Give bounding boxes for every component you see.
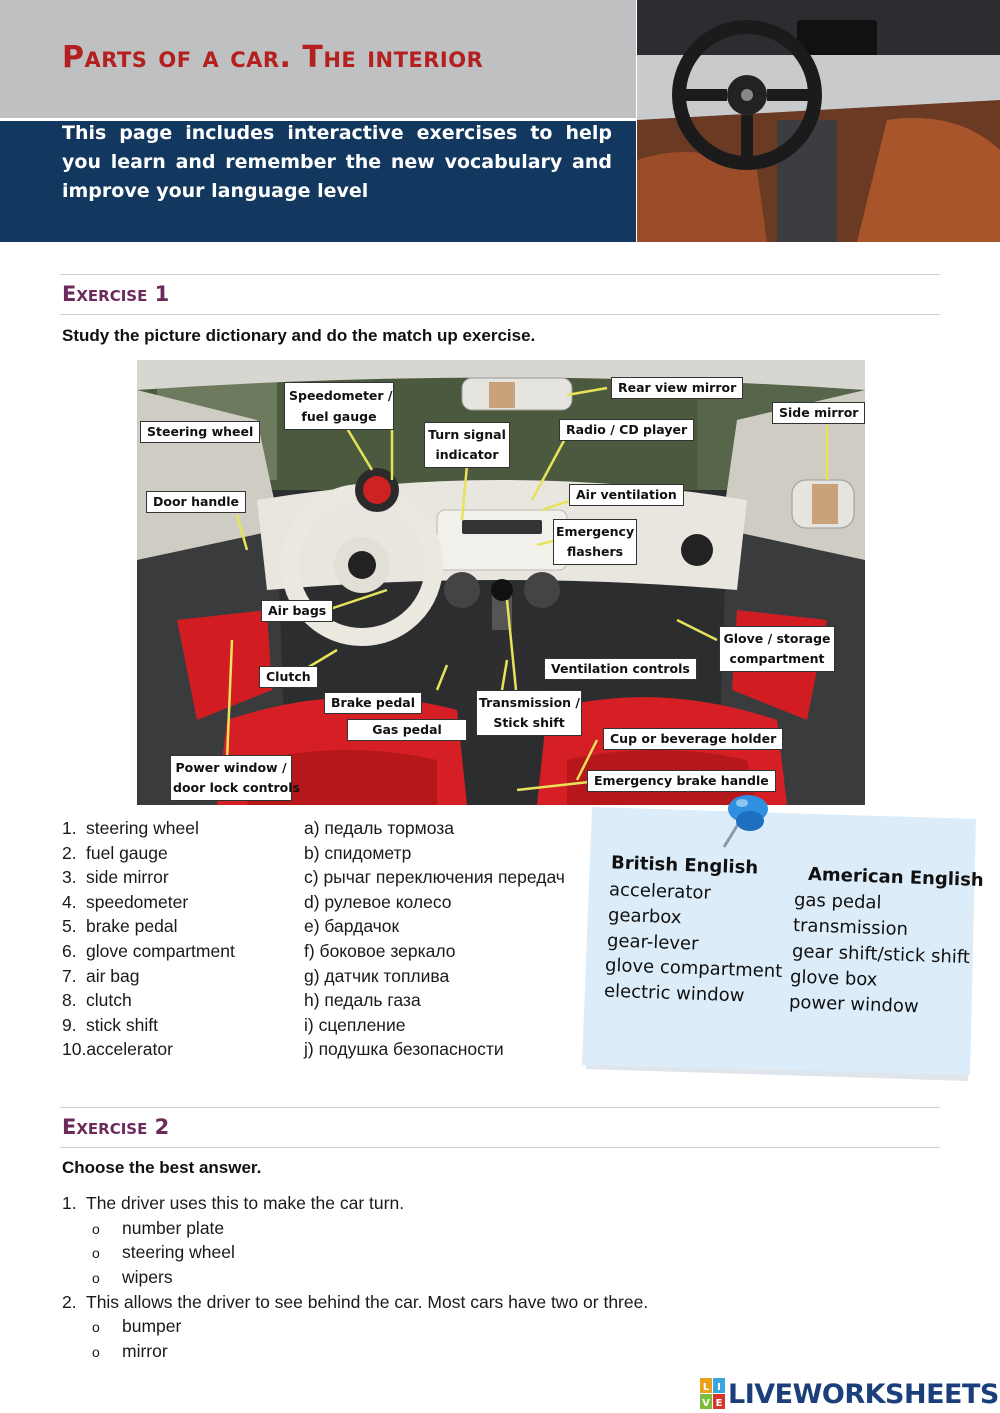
divider [60,1107,940,1108]
item-text: brake pedal [86,916,178,937]
list-item [62,1013,235,1038]
label-turn-signal-line2: indicator [435,447,499,462]
item-text: air bag [86,965,140,986]
label-air-bags: Air bags [261,600,333,622]
option-text: mirror [122,1341,168,1361]
page-title: Parts of a car. The interior [62,40,484,75]
list-item [62,841,235,866]
label-air-ventilation: Air ventilation [569,484,684,506]
american-english-heading: American English [807,863,985,892]
american-term: gas pedal [793,889,882,914]
list-item: h) педаль газа [304,990,421,1011]
car-interior-illustration [637,0,1000,242]
liveworksheets-logo [700,1377,999,1411]
exercise1-title: Exercise 1 [62,282,170,306]
item-number: 3. [62,867,77,888]
item-text: glove compartment [86,940,235,961]
label-side-mirror: Side mirror [772,402,865,424]
divider [60,314,940,315]
label-steering-wheel: Steering wheel [140,421,260,443]
british-english-heading: British English [610,852,759,879]
label-glove-line2: compartment [729,651,825,666]
divider [60,1147,940,1148]
label-emergency-flashers-line1: Emergency [556,524,635,539]
british-term: glove compartment [604,954,783,983]
item-number: 1. [62,818,77,838]
item-text: accelerator [86,1039,173,1060]
list-item [62,939,235,964]
item-number: 2. [62,842,77,863]
divider [60,274,940,275]
list-item: c) рычаг переключения передач [304,867,565,888]
option-text: steering wheel [122,1242,235,1262]
answer-option[interactable] [92,1242,235,1263]
item-text: fuel gauge [86,842,168,863]
exercise1-instruction: Study the picture dictionary and do the match up exercise. [62,326,536,345]
logo-letter: I [717,1382,721,1393]
label-power-window-line2: door lock controls [173,780,300,795]
label-gas-pedal: Gas pedal [347,719,467,741]
label-emergency-brake: Emergency brake handle [587,770,776,792]
item-number: 4. [62,891,77,912]
item-number: 10. [62,1039,87,1060]
list-item [62,816,235,841]
american-term: gear shift/stick shift [791,940,971,969]
radio-bullet-icon[interactable]: o [92,1319,100,1335]
label-turn-signal [424,422,510,468]
label-transmission-line1: Transmission / [479,695,580,710]
list-item: e) бардачок [304,916,400,937]
option-text: number plate [122,1218,225,1238]
british-term: electric window [603,980,745,1007]
item-text: speedometer [86,891,189,912]
word-list [62,816,235,1062]
american-term: glove box [789,966,878,991]
label-radio: Radio / CD player [559,419,694,441]
list-item [62,988,235,1013]
label-speedometer-line2: fuel gauge [301,409,377,424]
label-emergency-flashers [553,519,637,565]
sticky-note [582,803,985,1088]
label-glove-line1: Glove / storage [723,631,831,646]
label-power-window [170,755,300,801]
car-interior-photo [637,0,1000,242]
exercise2-instruction: Choose the best answer. [62,1158,262,1177]
label-power-window-line1: Power window / [175,760,287,775]
car-interior-diagram [137,360,865,805]
label-ventilation-controls: Ventilation controls [544,658,697,680]
answer-option[interactable] [92,1218,224,1239]
american-term: power window [788,991,919,1018]
list-item [62,890,235,915]
label-speedometer [284,382,394,430]
item-number: 7. [62,965,77,986]
page-description: This page includes interactive exercises to help you learn and remember the new vocabulary and improve your language level [62,122,612,202]
question [62,1292,648,1313]
item-text: clutch [86,990,132,1011]
label-clutch: Clutch [259,666,318,688]
list-item: f) боковое зеркало [304,940,456,961]
list-item [62,865,235,890]
british-term: gearbox [607,904,682,929]
label-turn-signal-line1: Turn signal [428,427,506,442]
question-text: The driver uses this to make the car turn. [86,1193,405,1213]
label-brake-pedal: Brake pedal [324,692,422,714]
label-transmission [476,690,582,736]
list-item: g) датчик топлива [304,965,450,986]
label-glove-compartment [719,626,835,672]
radio-bullet-icon[interactable]: o [92,1221,100,1237]
option-text: wipers [122,1267,173,1287]
item-number: 6. [62,940,77,961]
item-number: 5. [62,916,77,937]
translation-list [304,816,565,1062]
exercise2-title: Exercise 2 [62,1115,170,1139]
radio-bullet-icon[interactable]: o [92,1344,100,1360]
item-text: steering wheel [86,818,199,838]
logo-text: LIVEWORKSHEETS [728,1378,999,1410]
british-term: gear-lever [606,930,699,955]
label-cup-holder: Cup or beverage holder [603,728,783,750]
radio-bullet-icon[interactable]: o [92,1245,100,1261]
item-text: side mirror [86,867,169,888]
answer-option[interactable] [92,1267,173,1288]
label-transmission-line2: Stick shift [493,715,565,730]
list-item: b) спидометр [304,842,412,863]
question-number: 2. [62,1292,77,1312]
british-term: accelerator [608,879,712,904]
question-number: 1. [62,1193,77,1213]
item-text: stick shift [86,1014,158,1035]
list-item [62,914,235,939]
label-emergency-flashers-line2: flashers [566,544,624,559]
question-text: This allows the driver to see behind the car. Most cars have two or three. [86,1292,649,1312]
option-text: bumper [122,1316,182,1336]
answer-option[interactable] [92,1341,168,1362]
item-number: 9. [62,1014,77,1035]
list-item [62,1037,235,1062]
american-term: transmission [792,914,909,941]
logo-mark [700,1378,726,1410]
pushpin-icon [710,791,780,853]
question [62,1193,404,1214]
list-item: j) подушка безопасности [304,1039,504,1060]
list-item: i) сцепление [304,1014,406,1035]
list-item: a) педаль тормоза [304,818,454,838]
item-number: 8. [62,990,77,1011]
logo-letter: V [702,1398,710,1409]
radio-bullet-icon[interactable]: o [92,1270,100,1286]
list-item: d) рулевое колесо [304,891,452,912]
label-rear-view-mirror: Rear view mirror [611,377,743,399]
list-item [62,964,235,989]
answer-option[interactable] [92,1316,181,1337]
label-speedometer-line1: Speedometer / [289,388,393,403]
logo-letter: E [715,1398,723,1409]
logo-letter: L [702,1382,710,1393]
label-door-handle: Door handle [146,491,246,513]
